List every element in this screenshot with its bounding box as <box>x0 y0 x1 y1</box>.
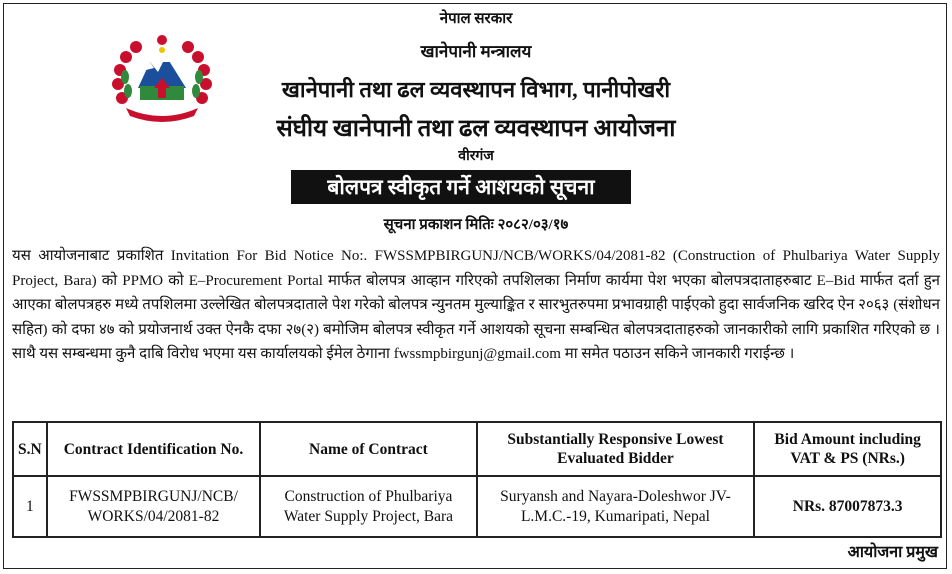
notice-title: बोलपत्र स्वीकृत गर्ने आशयको सूचना <box>291 170 631 204</box>
department-name: खानेपानी तथा ढल व्यवस्थापन विभाग, पानीपोखरी <box>281 77 671 102</box>
publication-date: सूचना प्रकाशन मितिः २०८२/०३/१७ <box>383 217 569 233</box>
header-contract-name: Name of Contract <box>260 422 476 476</box>
cell-sn: 1 <box>13 476 47 537</box>
bid-table <box>12 421 942 538</box>
header-sn: S.N <box>13 422 47 476</box>
signature-title: आयोजना प्रमुख <box>847 544 938 561</box>
government-name: नेपाल सरकार <box>439 11 513 27</box>
ministry-name: खानेपानी मन्त्रालय <box>420 42 532 61</box>
header-bidder: Substantially Responsive Lowest Evaluated Bidder <box>477 422 755 476</box>
header-contract-id: Contract Identification No. <box>47 422 261 476</box>
office-location: वीरगंज <box>458 149 494 164</box>
header-bid-amount: Bid Amount including VAT & PS (NRs.) <box>754 422 941 476</box>
cell-bidder: Suryansh and Nayara-Doleshwor JV- L.M.C.-19, Kumaripati, Nepal <box>477 476 755 537</box>
cell-bid-amount: NRs. 87007873.3 <box>754 476 941 537</box>
cell-contract-id: FWSSMPBIRGUNJ/NCB/ WORKS/04/2081-82 <box>47 476 261 537</box>
notice-body-text: यस आयोजनाबाट प्रकाशित Invitation For Bid Notice No:. FWSSMPBIRGUNJ/NCB/WORKS/04/2081-82 (Construction of Phulbariya Water Supply Project, Bara) को PPMO को E–Procurement Portal मार्फत बोलपत्र आव्हान गरिएको तपशिलका निर्माण कार्यमा पेश भएका बोलपत्रदाताहरुबाट E–Bid मार्फत दर्ता हुन आएका बोलपत्रहरु मध्ये तपशिलमा उल्लेखित बोलपत्रदाताले पेश गरेको बोलपत्र न्युनतम मुल्याङ्कित र सारभुतरुपमा प्रभावग्राही पाईएको हुदा सार्वजनिक खरिद ऐन २०६३ (संशोधन सहित) को दफा ४७ को प्रयोजनार्थ उक्त ऐनकै दफा २७(२) बमोजिम बोलपत्र स्वीकृत गर्ने आशयको सूचना सम्बन्धित बोलपत्रदाताहरुको जानकारीको लागि प्रकाशित गरिएको छ । साथै यस सम्बन्धमा कुनै दाबि विरोध भएमा यस कार्यालयको ईमेल ठेगाना fwssmpbirgunj@gmail.com मा समेत पठाउन सकिने जानकारी गराईन्छ । <box>12 248 940 363</box>
table-row <box>13 476 941 537</box>
cell-contract-name: Construction of Phulbariya Water Supply Project, Bara <box>260 476 476 537</box>
project-name: संघीय खानेपानी तथा ढल व्यवस्थापन आयोजना <box>276 116 676 142</box>
table-header-row <box>13 422 941 476</box>
